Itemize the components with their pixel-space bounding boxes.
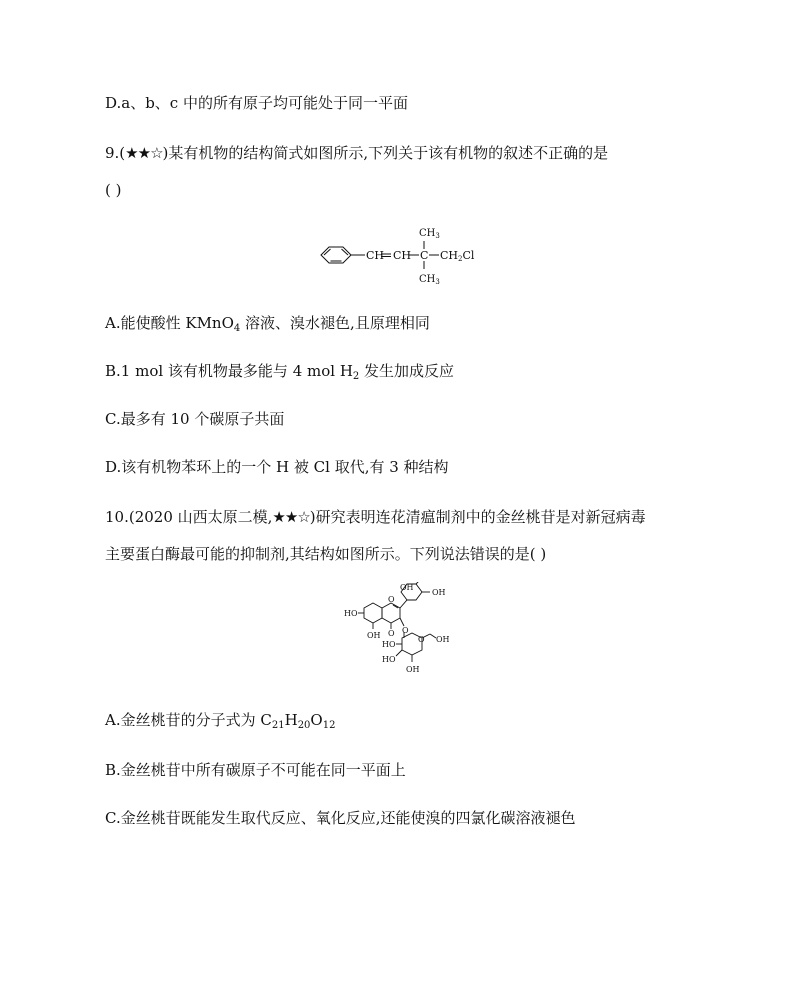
oh-top: OH (400, 583, 414, 592)
q9-option-a: A.能使酸性 KMnO$_4$ 溶液、溴水褪色,且原理相同 (105, 314, 430, 334)
q10-stem (105, 507, 646, 527)
chloromethyl: CH2Cl (440, 249, 475, 263)
oh-sugar-right: OH (436, 635, 450, 644)
q10-text: )研究表明连花清瘟制剂中的金丝桃苷是对新冠病毒 (309, 508, 646, 526)
chain-ch-a: CH (366, 249, 385, 262)
difficulty-stars-icon: ★★☆ (125, 144, 163, 162)
chain-ch-b: CH (393, 249, 412, 262)
difficulty-stars-icon: ★★☆ (272, 508, 310, 526)
benzene-ring (321, 247, 351, 263)
q9-option-b: B.1 mol 该有机物最多能与 4 mol $H_2$ 发生加成反应 (105, 362, 455, 382)
q10-stem-line2: 主要蛋白酶最可能的抑制剂,其结构如图所示。下列说法错误的是( ) (105, 545, 547, 563)
quaternary-carbon: C (420, 249, 429, 262)
oh-sugar-bottom: OH (406, 665, 420, 674)
oh-bottom-left: OH (367, 631, 381, 640)
q10-option-a: A.金丝桃苷的分子式为 $C_{21}H_{20}O_{12}$ (105, 711, 336, 731)
structure-figure-1 (315, 220, 495, 290)
q9-number: 9.( (105, 144, 126, 162)
oh-right: OH (432, 588, 446, 597)
o-link: O (402, 626, 409, 635)
o-ring: O (388, 595, 395, 604)
q9-option-c: C.最多有 10 个碳原子共面 (105, 410, 285, 428)
methyl-top: $CH_3$ (419, 228, 440, 240)
q10-number-source: 10.(2020 山西太原二模, (105, 508, 273, 526)
structure-figure-2 (340, 582, 470, 692)
o-keto: O (388, 629, 395, 638)
q8-option-d: D.a、b、c 中的所有原子均可能处于同一平面 (105, 94, 408, 112)
q10-option-b: B.金丝桃苷中所有碳原子不可能在同一平面上 (105, 761, 406, 779)
o-sugar: O (418, 635, 425, 644)
methyl-bottom: $CH_3$ (419, 274, 440, 286)
q9-stem (105, 143, 608, 163)
ho-sugar-1: HO (382, 640, 396, 649)
q9-text: )某有机物的结构简式如图所示,下列关于该有机物的叙述不正确的是 (162, 144, 609, 162)
q9-answer-paren: ( ) (105, 181, 122, 199)
q10-option-c: C.金丝桃苷既能发生取代反应、氧化反应,还能使溴的四氯化碳溶液褪色 (105, 809, 576, 827)
ho-left: HO (344, 609, 358, 618)
ho-sugar-2: HO (382, 655, 396, 664)
q9-option-d: D.该有机物苯环上的一个 H 被 Cl 取代,有 3 种结构 (105, 458, 449, 476)
